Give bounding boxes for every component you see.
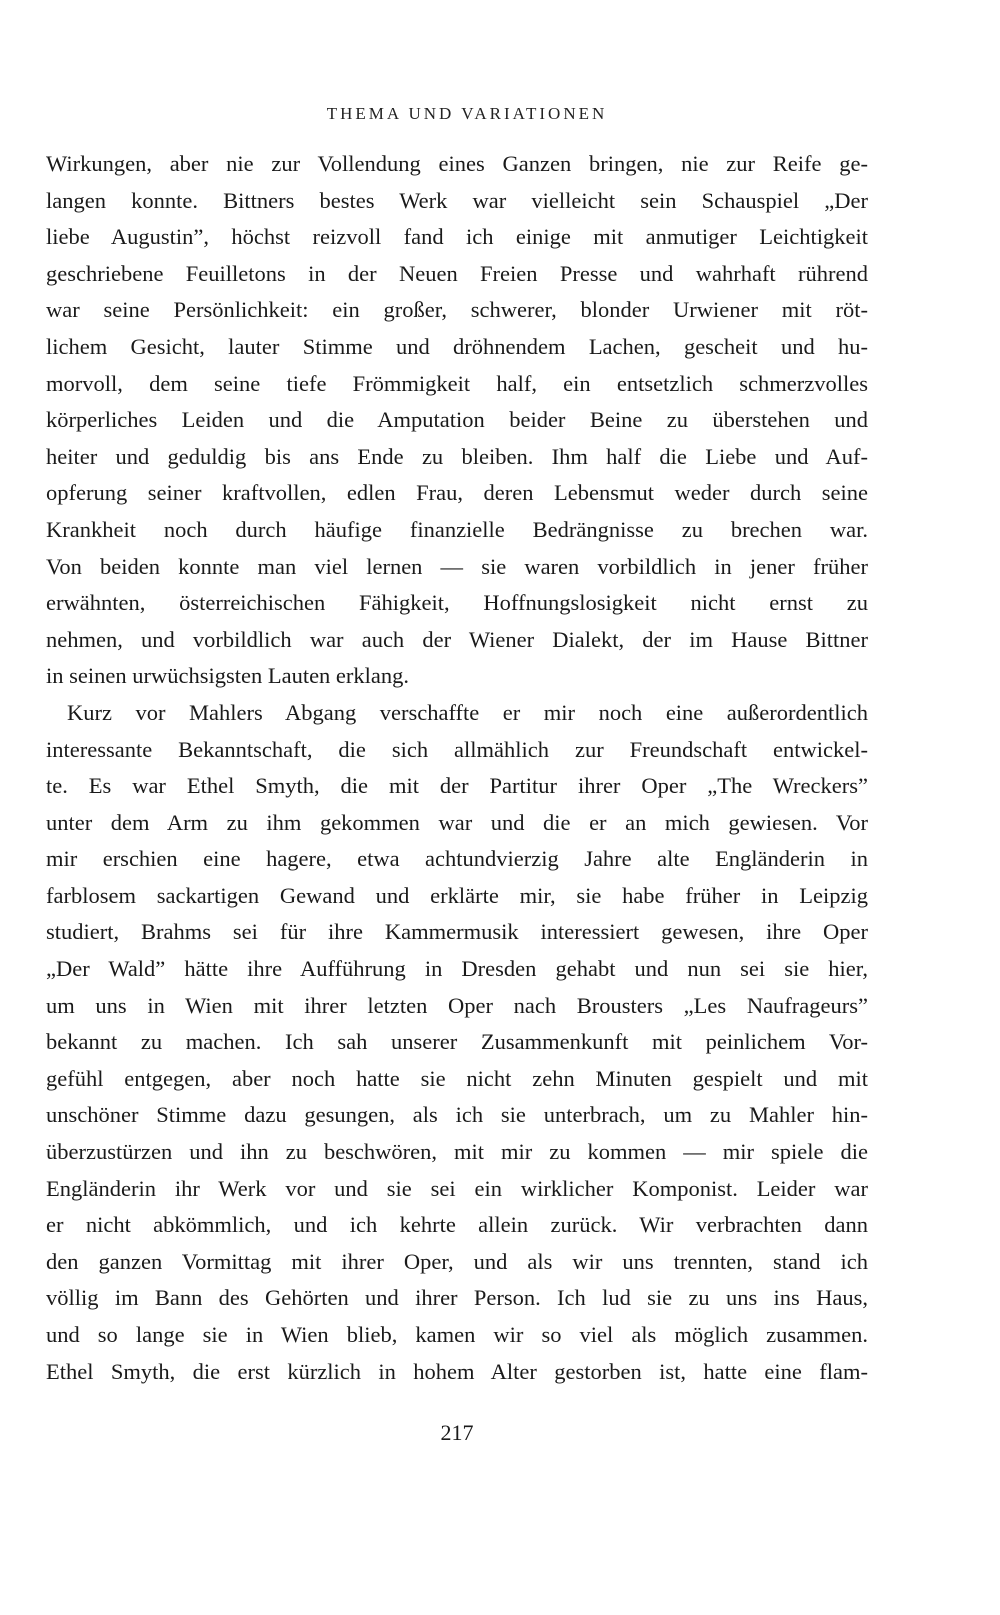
body-text xyxy=(46,146,868,1390)
text-line: interessante Bekanntschaft, die sich allmählich zur Freundschaft entwickel- xyxy=(46,736,868,762)
text-line: völlig im Bann des Gehörten und ihrer Person. Ich lud sie zu uns ins Haus, xyxy=(46,1285,868,1311)
text-line: er nicht abkömmlich, und ich kehrte allein zurück. Wir verbrachten dann xyxy=(46,1212,868,1238)
text-line: Kurz vor Mahlers Abgang verschaffte er mir noch eine außerordentlich xyxy=(67,699,868,725)
text-line: geschriebene Feuilletons in der Neuen Freien Presse und wahrhaft rührend xyxy=(46,260,868,286)
text-line: in seinen urwüchsigsten Lauten erklang. xyxy=(46,663,410,689)
text-line: überzustürzen und ihn zu beschwören, mit mir zu kommen — mir spiele die xyxy=(46,1139,868,1165)
running-head: THEMA UND VARIATIONEN xyxy=(326,104,608,123)
text-line: um uns in Wien mit ihrer letzten Oper nach Brousters „Les Naufrageurs” xyxy=(46,992,868,1018)
text-line: Ethel Smyth, die erst kürzlich in hohem Alter gestorben ist, hatte eine flam- xyxy=(46,1358,868,1384)
text-line: Wirkungen, aber nie zur Vollendung eines Ganzen bringen, nie zur Reife ge- xyxy=(46,151,868,176)
text-line: Krankheit noch durch häufige finanzielle Bedrängnisse zu brechen war. xyxy=(46,516,868,542)
text-line: heiter und geduldig bis ans Ende zu bleiben. Ihm half die Liebe und Auf- xyxy=(46,443,868,469)
text-line: war seine Persönlichkeit: ein großer, schwerer, blonder Urwiener mit röt- xyxy=(46,297,868,323)
text-line: erwähnten, österreichischen Fähigkeit, Hoffnungslosigkeit nicht ernst zu xyxy=(46,590,868,616)
text-line: nehmen, und vorbildlich war auch der Wiener Dialekt, der im Hause Bittner xyxy=(46,626,868,652)
text-line: den ganzen Vormittag mit ihrer Oper, und als wir uns trennten, stand ich xyxy=(46,1248,868,1274)
text-line: unschöner Stimme dazu gesungen, als ich sie unterbrach, um zu Mahler hin- xyxy=(46,1102,868,1128)
text-line: te. Es war Ethel Smyth, die mit der Partitur ihrer Oper „The Wreckers” xyxy=(46,773,868,799)
text-line: körperliches Leiden und die Amputation beider Beine zu überstehen und xyxy=(46,407,868,433)
page-number: 217 xyxy=(440,1420,474,1445)
text-line: unter dem Arm zu ihm gekommen war und die er an mich gewiesen. Vor xyxy=(46,809,868,835)
text-line: liebe Augustin”, höchst reizvoll fand ich einige mit anmutiger Leichtigkeit xyxy=(46,224,868,250)
text-line: farblosem sackartigen Gewand und erklärte mir, sie habe früher in Leipzig xyxy=(46,882,868,908)
text-line: mir erschien eine hagere, etwa achtundvierzig Jahre alte Engländerin in xyxy=(46,846,868,872)
text-line: morvoll, dem seine tiefe Frömmigkeit half, ein entsetzlich schmerzvolles xyxy=(46,370,868,396)
text-line: studiert, Brahms sei für ihre Kammermusik interessiert gewesen, ihre Oper xyxy=(46,919,868,945)
text-line: opferung seiner kraftvollen, edlen Frau, deren Lebensmut weder durch seine xyxy=(46,480,868,506)
text-line: Engländerin ihr Werk vor und sie sei ein wirklicher Komponist. Leider war xyxy=(46,1175,868,1201)
text-line: und so lange sie in Wien blieb, kamen wir so viel als möglich zusammen. xyxy=(46,1322,868,1347)
text-line: bekannt zu machen. Ich sah unserer Zusammenkunft mit peinlichem Vor- xyxy=(46,1029,868,1055)
text-line: gefühl entgegen, aber noch hatte sie nicht zehn Minuten gespielt und mit xyxy=(46,1065,868,1091)
text-line: langen konnte. Bittners bestes Werk war vielleicht sein Schauspiel „Der xyxy=(46,187,868,213)
text-line: lichem Gesicht, lauter Stimme und dröhnendem Lachen, gescheit und hu- xyxy=(46,333,868,359)
text-line: Von beiden konnte man viel lernen — sie waren vorbildlich in jener früher xyxy=(46,553,868,579)
text-line: „Der Wald” hätte ihre Aufführung in Dresden gehabt und nun sei sie hier, xyxy=(46,956,868,982)
